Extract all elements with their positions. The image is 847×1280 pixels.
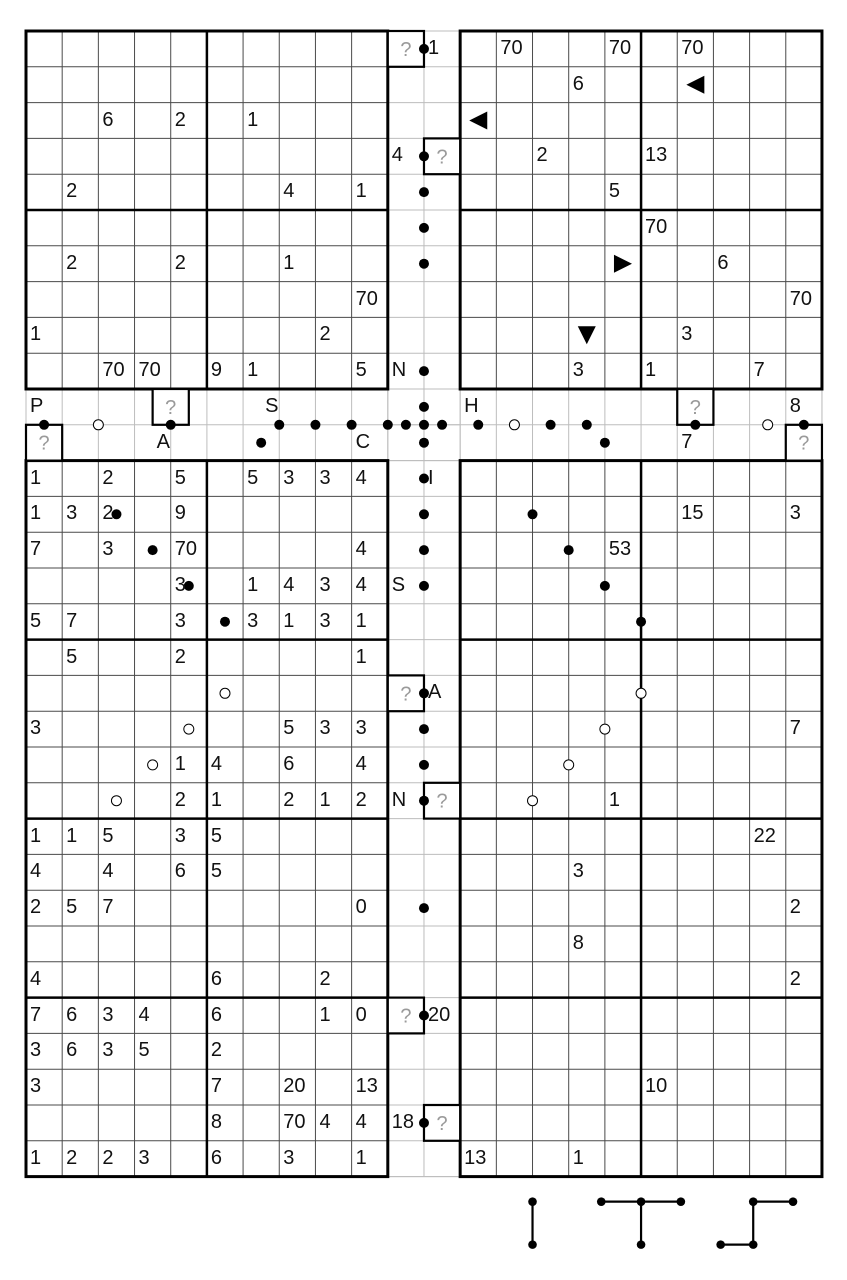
white-dot <box>564 760 574 770</box>
cell-value: N <box>391 359 407 382</box>
cell-value: 7 <box>102 896 114 919</box>
cell-value: 4 <box>283 180 295 203</box>
black-dot <box>39 420 49 430</box>
cell-value: 70 <box>283 1111 306 1133</box>
cell-value: 7 <box>210 1075 223 1098</box>
cell-value: 4 <box>210 753 223 775</box>
cell-value: 70 <box>355 287 378 310</box>
black-dot <box>419 545 429 555</box>
cell-value: 1 <box>174 753 186 775</box>
black-dot <box>419 796 429 806</box>
cell-value: 6 <box>66 1003 78 1026</box>
cell-value: 1 <box>608 788 620 811</box>
black-dot <box>528 509 538 519</box>
cell-value: 6 <box>283 753 295 775</box>
black-dot <box>690 420 700 430</box>
legend-dot <box>528 1240 537 1249</box>
black-dot <box>419 402 429 412</box>
cell-value: 4 <box>355 753 367 775</box>
legend-dot <box>789 1197 798 1206</box>
cell-value: 2 <box>66 1146 78 1169</box>
cell-value: 5 <box>608 180 620 203</box>
arrow-down-icon <box>578 326 596 344</box>
legend-dot <box>716 1240 725 1249</box>
cell-value: 5 <box>138 1039 150 1062</box>
cell-value: 70 <box>174 538 197 561</box>
cell-value: 0 <box>355 896 367 919</box>
cell-value: 53 <box>608 538 632 561</box>
black-dot <box>419 187 429 197</box>
white-dot <box>93 420 103 430</box>
cell-value: 2 <box>102 502 114 525</box>
legend-dot <box>637 1197 646 1206</box>
cell-value: 7 <box>789 717 801 740</box>
cell-value: 3 <box>283 1146 295 1169</box>
cell-value: 4 <box>355 1111 367 1133</box>
arrow-right-icon <box>614 255 632 273</box>
cell-value: 70 <box>681 37 704 59</box>
cell-value: 3 <box>30 717 42 740</box>
cell-value: 3 <box>174 824 186 847</box>
cell-value: 6 <box>66 1039 78 1062</box>
black-dot <box>419 223 429 233</box>
cell-value: 1 <box>319 788 331 811</box>
cell-value: 70 <box>138 359 161 382</box>
cell-value: 70 <box>645 216 668 238</box>
black-dot <box>347 420 357 430</box>
cell-value: 6 <box>210 1146 223 1169</box>
cell-value: A <box>427 681 442 704</box>
question-mark: ? <box>38 432 50 455</box>
cell-value: 2 <box>536 144 548 167</box>
cell-value: 4 <box>391 144 403 167</box>
cell-value: 8 <box>572 932 584 954</box>
cell-value: 10 <box>645 1075 668 1098</box>
black-dot <box>419 581 429 591</box>
cell-value: 7 <box>30 538 42 561</box>
cell-value: 1 <box>283 609 295 632</box>
cell-value: P <box>30 395 44 417</box>
black-dot <box>148 545 158 555</box>
cell-value: 1 <box>572 1146 584 1169</box>
cell-value: 13 <box>355 1075 378 1098</box>
black-dot <box>419 259 429 269</box>
cell-value: 1 <box>645 359 657 382</box>
cell-value: 70 <box>102 359 125 382</box>
question-mark: ? <box>436 146 448 169</box>
question-mark: ? <box>689 396 701 419</box>
cell-value: N <box>391 788 407 811</box>
black-dot <box>799 420 809 430</box>
white-dot <box>763 420 773 430</box>
cell-value: S <box>265 395 279 417</box>
legend <box>528 1197 797 1249</box>
cell-value: 70 <box>608 37 632 59</box>
black-dot <box>600 581 610 591</box>
black-dot <box>419 509 429 519</box>
white-dot <box>220 688 230 698</box>
cell-value: 4 <box>102 860 114 883</box>
cell-value: 3 <box>174 574 186 596</box>
black-dot <box>383 420 393 430</box>
black-dot <box>582 420 592 430</box>
white-dot <box>636 688 646 698</box>
cell-value: 2 <box>355 788 367 811</box>
black-dot <box>473 420 483 430</box>
cell-value: 6 <box>210 1003 223 1026</box>
cell-value: 1 <box>30 824 42 847</box>
cell-value: 2 <box>174 788 186 811</box>
cell-value: 2 <box>174 251 186 274</box>
black-dot <box>564 545 574 555</box>
cell-value: 5 <box>66 896 78 919</box>
cell-value: 2 <box>789 896 801 919</box>
cell-value: 1 <box>247 359 259 382</box>
cell-value: 1 <box>247 574 259 596</box>
black-dot <box>419 151 429 161</box>
black-dot <box>419 438 429 448</box>
legend-dot <box>637 1240 646 1249</box>
black-dot <box>419 366 429 376</box>
cell-value: I <box>427 466 434 489</box>
white-dot <box>528 796 538 806</box>
cell-value: 0 <box>355 1003 367 1026</box>
black-dot <box>274 420 284 430</box>
cell-value: 3 <box>319 717 331 740</box>
black-dot <box>437 420 447 430</box>
black-dot <box>546 420 556 430</box>
cell-value: 3 <box>66 502 78 525</box>
cell-value: 1 <box>210 788 223 811</box>
legend-dot <box>749 1197 758 1206</box>
black-dot <box>256 438 266 448</box>
cell-value: C <box>355 430 371 453</box>
black-dot <box>166 420 176 430</box>
cell-value: 3 <box>789 502 801 525</box>
legend-s-shape <box>716 1197 797 1249</box>
cell-value: 5 <box>174 466 186 489</box>
cell-value: 1 <box>66 824 78 847</box>
cell-value: 2 <box>102 466 114 489</box>
cell-value: 22 <box>753 824 776 847</box>
cell-value: 4 <box>283 574 295 596</box>
cell-value: 2 <box>174 645 186 668</box>
cell-value: 1 <box>355 1146 367 1169</box>
cell-value: 3 <box>247 609 259 632</box>
black-dot <box>220 617 230 627</box>
legend-dot <box>677 1197 686 1206</box>
white-dot <box>184 724 194 734</box>
cell-value: 1 <box>30 502 42 525</box>
cell-value: 3 <box>319 466 331 489</box>
cell-value: 1 <box>355 645 367 668</box>
cell-value: 3 <box>319 609 331 632</box>
legend-line-shape <box>528 1197 537 1249</box>
cell-value: 4 <box>355 574 367 596</box>
cell-value: 1 <box>283 251 295 274</box>
cell-value: 2 <box>789 967 801 990</box>
cell-value: H <box>464 395 479 417</box>
cell-value: 3 <box>30 1039 42 1062</box>
cell-value: 20 <box>427 1003 451 1026</box>
cell-value: 6 <box>174 860 186 883</box>
cell-value: 6 <box>572 72 584 95</box>
black-dot <box>419 760 429 770</box>
cell-value: 3 <box>572 359 584 382</box>
cell-value: 3 <box>681 323 693 346</box>
cell-value: 3 <box>572 860 584 883</box>
cell-value: 3 <box>102 538 114 561</box>
cell-value: 5 <box>102 824 114 847</box>
cell-value: 7 <box>66 609 78 632</box>
cell-value: 2 <box>102 1146 114 1169</box>
cell-value: 6 <box>102 108 114 131</box>
cell-value: 1 <box>355 180 367 203</box>
arrow-left-icon <box>686 76 704 94</box>
white-dot <box>111 796 121 806</box>
cell-value: 1 <box>319 1003 331 1026</box>
cell-value: 3 <box>102 1039 114 1062</box>
cell-value: S <box>391 574 406 596</box>
cell-value: 2 <box>30 896 42 919</box>
cell-value: 20 <box>283 1075 306 1098</box>
cell-value: 5 <box>210 860 223 883</box>
cell-value: 2 <box>66 251 78 274</box>
cell-value: 70 <box>500 37 523 59</box>
cell-value: 1 <box>427 37 440 59</box>
cell-value: 7 <box>30 1003 42 1026</box>
cell-value: 5 <box>283 717 295 740</box>
cell-value: 6 <box>717 251 729 274</box>
cell-value: 3 <box>102 1003 114 1026</box>
cell-value: 6 <box>210 967 223 990</box>
cell-value: 1 <box>30 466 42 489</box>
question-mark: ? <box>400 1005 412 1028</box>
question-mark: ? <box>436 1112 448 1135</box>
cell-value: 3 <box>138 1146 150 1169</box>
black-dot <box>401 420 411 430</box>
cell-value: 13 <box>464 1146 487 1169</box>
question-mark: ? <box>400 38 412 61</box>
white-dot <box>600 724 610 734</box>
cell-value: 4 <box>319 1111 331 1133</box>
cell-value: 5 <box>355 359 367 382</box>
cell-value: 1 <box>30 1146 42 1169</box>
cell-value: 5 <box>30 609 42 632</box>
cell-value: 2 <box>174 108 186 131</box>
legend-dot <box>749 1240 758 1249</box>
arrow-left-icon <box>469 112 487 130</box>
cell-value: 18 <box>391 1111 415 1133</box>
white-dot <box>148 760 158 770</box>
black-dot <box>419 420 429 430</box>
cell-value: 8 <box>789 395 801 417</box>
cell-value: A <box>156 430 170 453</box>
cell-value: 4 <box>355 538 367 561</box>
black-dot <box>600 438 610 448</box>
cell-value: 9 <box>210 359 223 382</box>
black-dot <box>419 1118 429 1128</box>
legend-dot <box>597 1197 606 1206</box>
cell-value: 3 <box>30 1075 42 1098</box>
cell-value: 1 <box>247 108 259 131</box>
black-dot <box>310 420 320 430</box>
cell-value: 5 <box>247 466 259 489</box>
question-mark: ? <box>436 790 448 813</box>
question-mark: ? <box>798 432 810 455</box>
black-dot <box>636 617 646 627</box>
cell-value: 4 <box>355 466 367 489</box>
cell-value: 5 <box>210 824 223 847</box>
black-dot <box>419 903 429 913</box>
cell-value: 1 <box>30 323 42 346</box>
cell-value: 2 <box>66 180 78 203</box>
question-mark: ? <box>165 396 177 419</box>
cell-value: 2 <box>319 967 331 990</box>
cell-value: 3 <box>319 574 331 596</box>
cell-value: 70 <box>789 287 813 310</box>
cell-value: 3 <box>355 717 367 740</box>
black-dot <box>419 724 429 734</box>
cell-value: 2 <box>283 788 295 811</box>
cell-value: 7 <box>681 430 693 453</box>
cell-value: 2 <box>319 323 331 346</box>
cell-value: 8 <box>210 1111 223 1133</box>
question-mark: ? <box>400 683 412 706</box>
legend-dot <box>528 1197 537 1206</box>
cell-value: 3 <box>174 609 186 632</box>
cell-value: 1 <box>355 609 367 632</box>
cell-value: 2 <box>210 1039 223 1062</box>
cell-value: 7 <box>753 359 765 382</box>
cell-value: 4 <box>30 860 42 883</box>
cell-value: 15 <box>681 502 704 525</box>
cell-value: 13 <box>645 144 668 167</box>
cell-value: 5 <box>66 645 78 668</box>
legend-t-shape <box>597 1197 685 1249</box>
white-dot <box>509 420 519 430</box>
cell-value: 3 <box>283 466 295 489</box>
cell-value: 4 <box>138 1003 150 1026</box>
cell-value: 9 <box>174 502 186 525</box>
cell-value: 4 <box>30 967 42 990</box>
